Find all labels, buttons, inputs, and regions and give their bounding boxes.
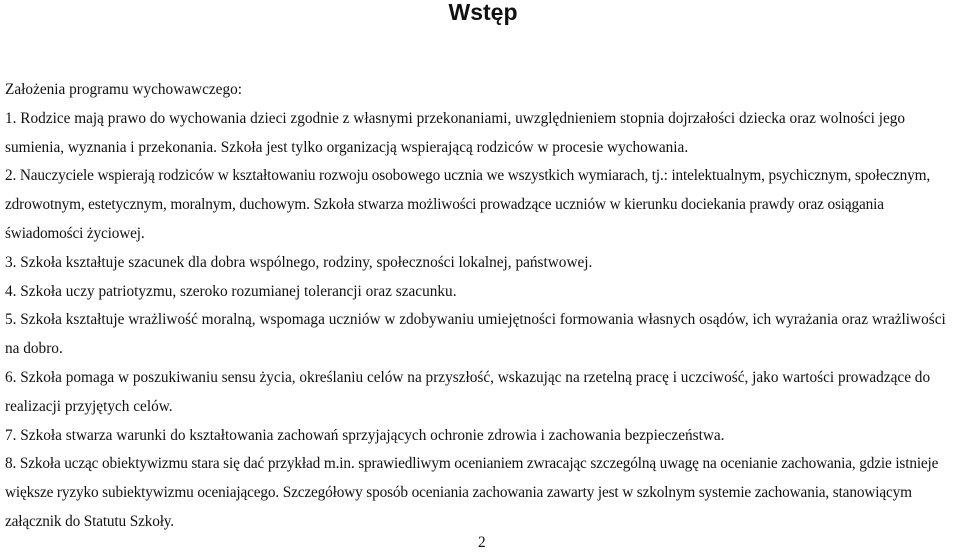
point-4: 4. Szkoła uczy patriotyzmu, szeroko rozumianej tolerancji oraz szacunku.: [5, 282, 457, 300]
point-7: 7. Szkoła stwarza warunki do kształtowania zachowań sprzyjających ochronie zdrowia i zachowania bezpieczeństwa.: [5, 426, 725, 444]
intro-paragraph: Założenia programu wychowawczego:: [5, 81, 242, 98]
point-2: 2. Nauczyciele wspierają rodziców w kształtowaniu rozwoju osobowego ucznia we wszystkich wymiarach, tj.: intelektualnym, psychicznym, społecznym, zdrowotnym, estetycznym, moralnym, duchowym. Szkoła stwarza możliwości prowadzące uczniów w kierunku dociekania prawdy oraz osiągania świadomości życiowej.: [5, 167, 931, 242]
point-3: 3. Szkoła kształtuje szacunek dla dobra wspólnego, rodziny, społeczności lokalnej, państwowej.: [5, 253, 593, 271]
page-number: 2: [478, 534, 486, 551]
point-1: 1. Rodzice mają prawo do wychowania dzieci zgodnie z własnymi przekonaniami, uwzględnieniem stopnia dojrzałości dziecka oraz wolności jego sumienia, wyznania i przekonania. Szkoła jest tylko organizacją wspierającą rodziców w procesie wychowania.: [5, 109, 906, 156]
page-title: Wstęp: [448, 0, 518, 25]
document-body: [5, 76, 960, 537]
point-6: 6. Szkoła pomaga w poszukiwaniu sensu życia, określaniu celów na przyszłość, wskazując na rzetelną pracę i uczciwość, jako wartości prowadzące do realizacji przyjętych celów.: [5, 368, 931, 415]
point-8: 8. Szkoła ucząc obiektywizmu stara się dać przykład m.in. sprawiedliwym ocenianiem zwracając szczególną uwagę na ocenianie zachowania, gdzie istnieje większe ryzyko subiektywizmu oceniającego. Szczegółowy sposób oceniania zachowania zawarty jest w szkolnym systemie zachowania, stanowiącym załącznik do Statutu Szkoły.: [5, 455, 939, 530]
point-5: 5. Szkoła kształtuje wrażliwość moralną, wspomaga uczniów w zdobywaniu umiejętności formowania własnych osądów, ich wyrażania oraz wrażliwości na dobro.: [5, 311, 946, 358]
